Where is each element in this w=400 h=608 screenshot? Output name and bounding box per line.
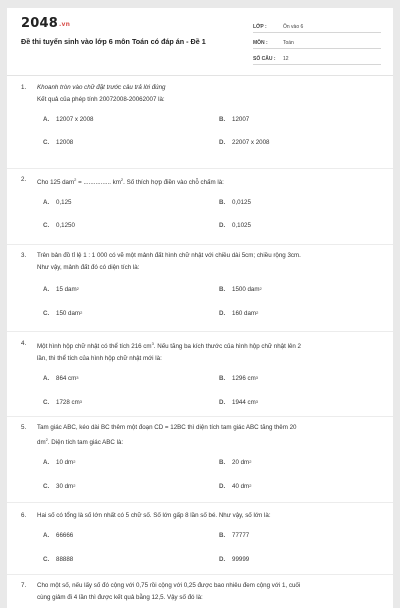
option-d[interactable]: D. 99999 (219, 556, 250, 563)
option-a[interactable]: A. 10 dm 2 (43, 459, 76, 467)
question-7: 7. Cho một số, nếu lấy số đó cộng với 0,75 rồi cộng với 0,25 được bao nhiêu đem cộng với 1, cuối cùng giảm đi 4 lần thì được kết quả bằng 12,5. Vậy số đó là: (21, 582, 301, 601)
option-d[interactable]: D. 160 dam 2 (219, 310, 259, 317)
option-b[interactable]: B. 1296 cm 3 (219, 375, 258, 383)
exam-meta (253, 17, 381, 65)
option-a[interactable]: A. 864 cm 3 (43, 375, 79, 383)
option-b[interactable]: B. 77777 (219, 532, 250, 539)
question-3: 3. Trên bản đồ tỉ lệ 1 : 1 000 có vẽ một mảnh đất hình chữ nhật với chiều dài 5cm; chiều rộng 3cm. Như vậy, mảnh đất đó có diện tích là: A. 15 dam 2 B. 1500 dam 2 C. 150 dam 2 D. 160 dam 2 (21, 252, 301, 317)
question-5: 5. Tam giác ABC, kéo dài BC thêm một đoạn CD = 12BC thì diện tích tam giác ABC tăng thêm 20 $dm^2$. Diện tích tam giác ABC là: A. 10 dm 2 B. 20 dm 2 C. 30 dm 2 D. 40 dm 2 (21, 424, 297, 491)
option-a[interactable]: A. 66666 (43, 532, 74, 539)
option-a[interactable]: A. 15 dam 2 (43, 286, 79, 293)
option-d[interactable]: D. 40 dm 2 (219, 483, 252, 491)
question-4: 4. Một hình hộp chữ nhật có thể tích 216 $cm^3$. Nếu tăng ba kích thước của hình hộp chữ nhật lên 2 lần, thì thể tích của hình hộp chữ nhật mới là: A. 864 cm 3 B. 1296 cm 3 C. 1728 cm 3 D. 1944 cm 3 (21, 340, 301, 407)
exam-sheet (7, 8, 393, 608)
exam-header (7, 8, 393, 70)
question-1: 1. Khoanh tròn vào chữ đặt trước câu trả lời đúng Kết quả của phép tính 20072008-20062007 là: A. 12007 x 2008 B. 12007 C. 12008 D. 22007 x 2008 (21, 84, 270, 146)
meta-class: LỚP : Ôn vào 6 (253, 17, 381, 33)
option-c[interactable]: C. 1728 cm 3 (43, 399, 82, 407)
header-divider (7, 75, 393, 76)
option-b[interactable]: B. 20 dm 2 (219, 459, 252, 467)
option-c[interactable]: C. 12008 (43, 139, 74, 146)
option-c[interactable]: C. 30 dm 2 (43, 483, 76, 491)
question-separator (7, 416, 393, 417)
meta-subject: MÔN : Toán (253, 33, 381, 49)
question-6: 6. Hai số có tổng là số lớn nhất có 5 chữ số. Số lớn gấp 8 lần số bé. Như vậy, số lớn là: A. 66666 B. 77777 C. 88888 D. 99999 (21, 512, 271, 563)
option-a[interactable]: A. 0,125 (43, 199, 72, 207)
option-d[interactable]: D. 0,1025 (219, 222, 251, 230)
option-a[interactable]: A. 12007 x 2008 (43, 116, 94, 123)
option-b[interactable]: B. 1500 dam 2 (219, 286, 262, 293)
option-b[interactable]: B. 12007 (219, 116, 250, 123)
option-d[interactable]: D. 22007 x 2008 (219, 139, 270, 146)
option-b[interactable]: B. 0,0125 (219, 199, 251, 207)
site-logo[interactable]: 2048.vn (21, 16, 71, 31)
question-separator (7, 574, 393, 575)
option-d[interactable]: D. 1944 cm 3 (219, 399, 258, 407)
question-separator (7, 331, 393, 332)
exam-title: Đề thi tuyển sinh vào lớp 6 môn Toán có đáp án - Đề 1 (21, 37, 206, 46)
option-c[interactable]: C. 0,1250 (43, 222, 75, 230)
question-2: 2. Cho 125 dam$^2$ = ................ $km^2$. Số thích hợp điền vào chỗ chấm là: A. 0,125 B. 0,0125 C. 0,1250 D. 0,1025 (21, 176, 251, 230)
question-separator (7, 502, 393, 503)
option-c[interactable]: C. 88888 (43, 556, 74, 563)
question-separator (7, 168, 393, 169)
option-c[interactable]: C. 150 dam 2 (43, 310, 83, 317)
meta-count: SỐ CÂU : 12 (253, 49, 381, 65)
question-separator (7, 244, 393, 245)
